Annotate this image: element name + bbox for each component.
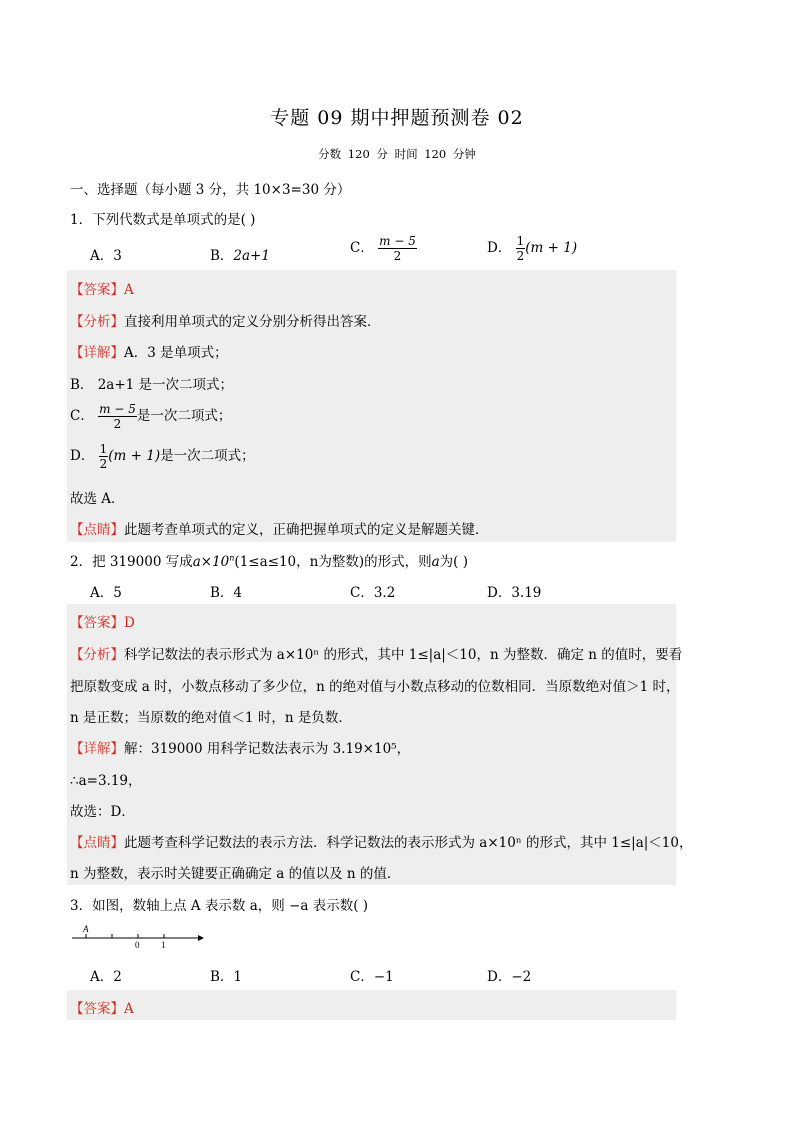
q1-detail-d bbox=[70, 442, 255, 471]
q2-detail-2: ∴a=3.19， bbox=[70, 773, 142, 789]
q2-analysis-2: 把原数变成 a 时，小数点移动了多少位，n 的绝对值与小数点移动的位数相同．当原数绝对值＞1 时， bbox=[70, 679, 680, 695]
analysis-tag: 【分析】 bbox=[70, 647, 124, 663]
answer-tag: 【答案】 bbox=[70, 1001, 124, 1017]
point-a-label: A bbox=[83, 924, 89, 934]
detail-d-tail: 是一次二项式； bbox=[160, 448, 255, 464]
tick-one-label: 1 bbox=[161, 940, 166, 950]
detail-tag: 【详解】 bbox=[70, 345, 124, 361]
tick-zero-label: 0 bbox=[135, 940, 140, 950]
q3-option-b: B．1 bbox=[210, 969, 243, 985]
detail-text: 解：319000 用科学记数法表示为 3.19×10⁵， bbox=[124, 741, 411, 757]
q2-stem bbox=[70, 550, 468, 570]
q3-option-c: C．−1 bbox=[350, 969, 394, 985]
q1-option-b-expr: 2a+1 bbox=[233, 248, 270, 264]
q1-option-c bbox=[350, 234, 417, 263]
q1-detail-b: B． 2a+1 是一次二项式； bbox=[70, 377, 234, 393]
answer-tag: 【答案】 bbox=[70, 282, 124, 298]
section-heading: 一、选择题（每小题 3 分，共 10×3=30 分） bbox=[70, 182, 351, 198]
q2-stem-sup: n bbox=[229, 553, 235, 563]
fraction-numerator: 1 bbox=[99, 442, 108, 456]
q2-answer bbox=[70, 611, 135, 631]
q1-choose: 故选 A． bbox=[70, 491, 125, 507]
q1-answer bbox=[70, 278, 134, 298]
fraction-denominator: 2 bbox=[99, 457, 108, 471]
q2-stem-cond: (1≤a≤10， bbox=[234, 554, 310, 570]
q1-option-d-tail: (m + 1) bbox=[525, 240, 578, 256]
q2-option-a: A．5 bbox=[90, 585, 122, 601]
answer-tag: 【答案】 bbox=[70, 615, 124, 631]
q1-stem: 1．下列代数式是单项式的是( ) bbox=[70, 212, 256, 228]
q1-comment bbox=[70, 518, 489, 538]
detail-d-label: D． bbox=[70, 448, 95, 464]
detail-c-tail: 是一次二项式； bbox=[136, 408, 232, 424]
q3-number-line bbox=[72, 924, 204, 950]
q1-option-c-label: C． bbox=[350, 240, 374, 256]
fraction-numerator: m − 5 bbox=[379, 234, 416, 248]
q1-option-d bbox=[487, 234, 577, 263]
number-line-arrow bbox=[198, 935, 204, 941]
fraction-numerator: 1 bbox=[516, 234, 525, 248]
q1-analysis bbox=[70, 310, 381, 330]
fraction-denominator: 2 bbox=[113, 417, 122, 431]
q2-detail bbox=[70, 737, 410, 757]
q2-option-b: B．4 bbox=[210, 585, 243, 601]
q2-comment-2: n 为整数，表示时关键要正确确定 a 的值以及 n 的值． bbox=[70, 866, 401, 882]
q2-stem-end: 为( ) bbox=[439, 554, 468, 570]
comment-text-1: 此题考查科学记数法的表示方法．科学记数法的表示形式为 a×10ⁿ 的形式，其中 1≤|a|＜10， bbox=[124, 835, 693, 851]
detail-text: A．3 是单项式； bbox=[124, 345, 228, 361]
q2-stem-post: n为整数)的形式，则 bbox=[309, 554, 432, 570]
fraction-numerator: m − 5 bbox=[99, 402, 136, 416]
detail-c-fraction bbox=[98, 402, 137, 431]
q3-stem: 3．如图，数轴上点 A 表示数 a，则 −a 表示数( ) bbox=[70, 898, 369, 914]
analysis-text: 直接利用单项式的定义分别分析得出答案． bbox=[124, 314, 381, 330]
q1-option-b bbox=[210, 244, 270, 264]
page-subtitle: 分数 120 分 时间 120 分钟 bbox=[318, 147, 476, 161]
q2-stem-pre: 2．把 319000 写成 bbox=[70, 554, 193, 570]
detail-d-fraction bbox=[99, 442, 109, 471]
analysis-tag: 【分析】 bbox=[70, 314, 124, 330]
q2-analysis bbox=[70, 643, 682, 663]
q2-choose: 故选：D． bbox=[70, 804, 135, 820]
fraction-denominator: 2 bbox=[516, 249, 525, 263]
q2-analysis-3: n 是正数；当原数的绝对值＜1 时，n 是负数． bbox=[70, 710, 352, 726]
q1-option-d-fraction bbox=[516, 234, 526, 263]
q3-option-a: A．2 bbox=[90, 969, 122, 985]
q3-option-d: D．−2 bbox=[487, 969, 532, 985]
comment-tag: 【点睛】 bbox=[70, 522, 124, 538]
answer-value: D bbox=[124, 615, 135, 631]
answer-value: A bbox=[124, 1001, 134, 1017]
q1-option-b-label: B． bbox=[210, 248, 234, 264]
detail-tag: 【详解】 bbox=[70, 741, 124, 757]
analysis-text-1: 科学记数法的表示形式为 a×10ⁿ 的形式，其中 1≤|a|＜10，n 为整数．确定 n 的值时，要看 bbox=[124, 647, 683, 663]
comment-tag: 【点睛】 bbox=[70, 835, 124, 851]
q2-comment bbox=[70, 831, 692, 851]
q2-stem-a: a bbox=[431, 554, 440, 570]
q3-answer bbox=[70, 997, 134, 1017]
page-title: 专题 09 期中押题预测卷 02 bbox=[270, 107, 524, 129]
q1-option-c-fraction bbox=[378, 234, 417, 263]
q3-solution-box bbox=[67, 990, 676, 1020]
detail-c-label: C． bbox=[70, 408, 94, 424]
q2-stem-expr: a×10 bbox=[192, 554, 230, 570]
answer-value: A bbox=[124, 282, 134, 298]
q2-option-c: C．3.2 bbox=[350, 585, 396, 601]
q1-option-a: A．3 bbox=[90, 248, 122, 264]
fraction-denominator: 2 bbox=[393, 249, 402, 263]
comment-text: 此题考查单项式的定义，正确把握单项式的定义是解题关键． bbox=[124, 522, 489, 538]
detail-d-expr: (m + 1) bbox=[108, 448, 161, 464]
q1-option-d-label: D． bbox=[487, 240, 512, 256]
q1-detail bbox=[70, 341, 228, 361]
q1-detail-c bbox=[70, 402, 231, 431]
q2-option-d: D．3.19 bbox=[487, 585, 542, 601]
